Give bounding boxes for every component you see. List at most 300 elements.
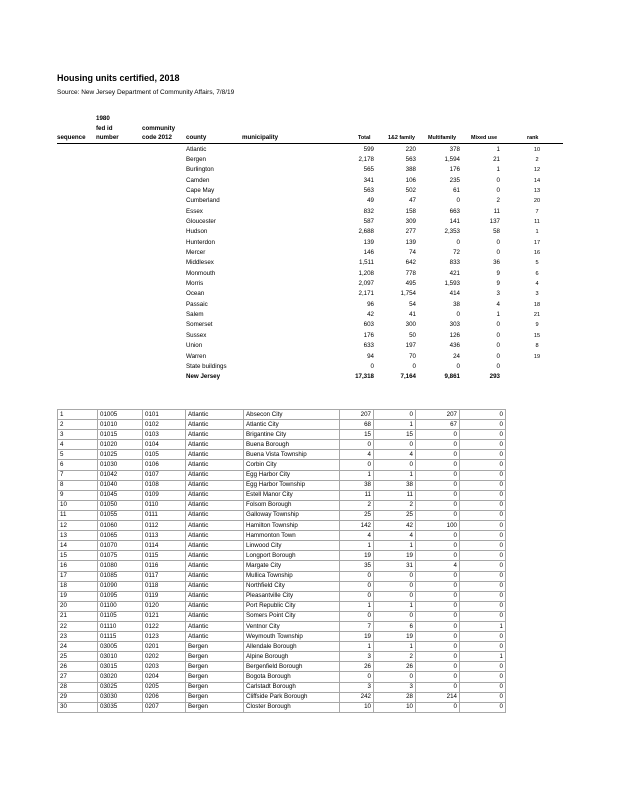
table-row (58, 450, 506, 460)
cell-sequence: 10 (58, 500, 98, 510)
cell-multifamily: 0 (416, 652, 460, 662)
cell-municipality: Atlantic City (244, 420, 340, 430)
cell-total: 19 (340, 551, 374, 561)
county-name: Somerset (186, 321, 213, 329)
cell-sequence: 27 (58, 672, 98, 682)
county-row (0, 195, 618, 205)
cell-municipality: Hamilton Township (244, 521, 340, 531)
cell-county: Atlantic (186, 460, 244, 470)
cell-fed-id: 01105 (98, 611, 143, 621)
cell-multifamily: 0 (416, 601, 460, 611)
cell-municipality: Buena Borough (244, 440, 340, 450)
county-multifamily: 1,594 (444, 155, 460, 163)
cell-fed-id: 01070 (98, 541, 143, 551)
county-total: 49 (367, 197, 374, 205)
cell-fed-id: 01025 (98, 450, 143, 460)
cell-county: Bergen (186, 682, 244, 692)
cell-one-two-family: 1 (374, 642, 416, 652)
cell-multifamily: 0 (416, 541, 460, 551)
county-mixed-use: 1 (496, 311, 500, 319)
table-row (58, 510, 506, 520)
cell-fed-id: 03030 (98, 692, 143, 702)
county-row (0, 288, 618, 298)
cell-sequence: 8 (58, 480, 98, 490)
cell-community-code: 0113 (143, 531, 186, 541)
county-multifamily: 0 (456, 362, 460, 370)
cell-county: Atlantic (186, 470, 244, 480)
cell-mixed-use: 0 (460, 450, 506, 460)
cell-sequence: 4 (58, 440, 98, 450)
cell-community-code: 0119 (143, 591, 186, 601)
cell-one-two-family: 0 (374, 571, 416, 581)
cell-community-code: 0109 (143, 490, 186, 500)
cell-total: 0 (340, 571, 374, 581)
table-row (58, 642, 506, 652)
table-row (58, 480, 506, 490)
county-row (0, 175, 618, 185)
cell-mixed-use: 0 (460, 531, 506, 541)
cell-municipality: Brigantine City (244, 430, 340, 440)
cell-total: 35 (340, 561, 374, 571)
cell-county: Atlantic (186, 632, 244, 642)
cell-multifamily: 0 (416, 642, 460, 652)
cell-multifamily: 0 (416, 510, 460, 520)
county-one-two-family: 54 (409, 300, 416, 308)
county-one-two-family: 309 (405, 217, 416, 225)
county-mixed-use: 11 (493, 207, 500, 215)
cell-community-code: 0205 (143, 682, 186, 692)
cell-county: Atlantic (186, 531, 244, 541)
county-row (0, 278, 618, 288)
county-rank: 14 (533, 177, 541, 184)
county-one-two-family: 220 (405, 145, 416, 153)
county-mixed-use: 0 (496, 362, 500, 370)
county-total: 1,208 (358, 269, 374, 277)
cell-sequence: 9 (58, 490, 98, 500)
cell-multifamily: 0 (416, 500, 460, 510)
cell-municipality: Weymouth Township (244, 632, 340, 642)
cell-mixed-use: 0 (460, 702, 506, 712)
cell-community-code: 0115 (143, 551, 186, 561)
cell-county: Atlantic (186, 551, 244, 561)
cell-county: Atlantic (186, 591, 244, 601)
cell-mixed-use: 0 (460, 521, 506, 531)
county-mixed-use: 9 (496, 269, 500, 277)
cell-total: 2 (340, 500, 374, 510)
county-row (0, 257, 618, 267)
county-name: Passaic (186, 300, 208, 308)
county-total: 1,511 (358, 259, 374, 267)
county-name: Essex (186, 207, 203, 215)
county-name: Middlesex (186, 259, 214, 267)
table-row (58, 662, 506, 672)
county-total: 96 (367, 300, 374, 308)
county-one-two-family: 197 (405, 342, 416, 350)
county-row (0, 309, 618, 319)
county-one-two-family: 300 (405, 321, 416, 329)
cell-mixed-use: 0 (460, 571, 506, 581)
cell-mixed-use: 0 (460, 561, 506, 571)
cell-fed-id: 01100 (98, 601, 143, 611)
county-row (0, 299, 618, 309)
cell-community-code: 0117 (143, 571, 186, 581)
county-name: Burlington (186, 166, 214, 174)
county-one-two-family: 502 (405, 186, 416, 194)
cell-one-two-family: 4 (374, 531, 416, 541)
cell-multifamily: 0 (416, 702, 460, 712)
cell-municipality: Longport Borough (244, 551, 340, 561)
cell-county: Atlantic (186, 621, 244, 631)
cell-multifamily: 0 (416, 551, 460, 561)
cell-total: 207 (340, 410, 374, 420)
county-mixed-use: 4 (496, 300, 500, 308)
county-total: 2,171 (358, 290, 374, 298)
county-rank: 17 (533, 239, 541, 246)
cell-community-code: 0110 (143, 500, 186, 510)
cell-sequence: 7 (58, 470, 98, 480)
county-multifamily: 2,353 (444, 228, 460, 236)
header-rank: rank (527, 135, 539, 141)
cell-sequence: 21 (58, 611, 98, 621)
cell-mixed-use: 0 (460, 480, 506, 490)
cell-multifamily: 0 (416, 490, 460, 500)
cell-county: Bergen (186, 692, 244, 702)
county-row (0, 319, 618, 329)
county-multifamily: 414 (449, 290, 460, 298)
county-total: 42 (367, 311, 374, 319)
cell-multifamily: 0 (416, 430, 460, 440)
county-mixed-use: 36 (493, 259, 500, 267)
cell-municipality: Northfield City (244, 581, 340, 591)
cell-one-two-family: 0 (374, 591, 416, 601)
county-rank: 3 (535, 291, 539, 298)
cell-mixed-use: 0 (460, 510, 506, 520)
county-one-two-family: 47 (409, 197, 416, 205)
county-row (0, 330, 618, 340)
table-row (58, 702, 506, 712)
cell-fed-id: 01095 (98, 591, 143, 601)
source-note: Source: New Jersey Department of Community Affairs, 7/8/19 (57, 89, 235, 96)
cell-total: 7 (340, 621, 374, 631)
cell-fed-id: 01005 (98, 410, 143, 420)
cell-municipality: Port Republic City (244, 601, 340, 611)
cell-sequence: 29 (58, 692, 98, 702)
cell-municipality: Folsom Borough (244, 500, 340, 510)
county-name: Cape May (186, 186, 215, 194)
cell-sequence: 14 (58, 541, 98, 551)
county-row (0, 351, 618, 361)
cell-fed-id: 03015 (98, 662, 143, 672)
county-total: 146 (363, 249, 374, 256)
county-row (0, 268, 618, 278)
table-row (58, 460, 506, 470)
county-total: 0 (370, 362, 374, 370)
cell-one-two-family: 1 (374, 470, 416, 480)
county-mixed-use: 9 (496, 280, 500, 288)
table-row (58, 571, 506, 581)
county-mixed-use: 137 (489, 217, 500, 225)
cell-mixed-use: 0 (460, 692, 506, 702)
county-total: 176 (363, 331, 374, 339)
municipality-table (57, 409, 506, 713)
county-rank: 7 (535, 208, 539, 215)
county-total: 139 (363, 238, 374, 246)
county-multifamily: 176 (449, 166, 460, 174)
county-one-two-family: 139 (405, 238, 416, 246)
cell-county: Atlantic (186, 510, 244, 520)
county-multifamily: 61 (453, 186, 460, 194)
county-name: State buildings (186, 362, 227, 370)
cell-mixed-use: 1 (460, 621, 506, 631)
cell-total: 38 (340, 480, 374, 490)
table-row (58, 611, 506, 621)
county-row (0, 340, 618, 350)
cell-one-two-family: 19 (374, 632, 416, 642)
cell-multifamily: 100 (416, 521, 460, 531)
cell-community-code: 0207 (143, 702, 186, 712)
cell-total: 0 (340, 611, 374, 621)
cell-multifamily: 0 (416, 480, 460, 490)
county-multifamily: 38 (453, 300, 460, 308)
table-row (58, 420, 506, 430)
header-county: county (186, 134, 207, 141)
cell-community-code: 0107 (143, 470, 186, 480)
county-name: Salem (186, 311, 204, 319)
cell-fed-id: 01045 (98, 490, 143, 500)
cell-mixed-use: 0 (460, 601, 506, 611)
table-row (58, 531, 506, 541)
cell-one-two-family: 0 (374, 672, 416, 682)
cell-one-two-family: 6 (374, 621, 416, 631)
cell-total: 0 (340, 440, 374, 450)
county-one-two-family: 106 (405, 176, 416, 184)
cell-total: 15 (340, 430, 374, 440)
cell-multifamily: 0 (416, 440, 460, 450)
cell-sequence: 16 (58, 561, 98, 571)
cell-municipality: Margate City (244, 561, 340, 571)
table-row (58, 672, 506, 682)
county-row (0, 237, 618, 247)
cell-municipality: Alpine Borough (244, 652, 340, 662)
cell-county: Atlantic (186, 571, 244, 581)
cell-one-two-family: 2 (374, 500, 416, 510)
header-sequence: sequence (57, 134, 86, 141)
county-row (0, 185, 618, 195)
county-name: Gloucester (186, 217, 216, 225)
cell-total: 0 (340, 460, 374, 470)
county-one-two-family: 0 (412, 362, 416, 370)
cell-municipality: Corbin City (244, 460, 340, 470)
cell-fed-id: 01050 (98, 500, 143, 510)
cell-municipality: Estell Manor City (244, 490, 340, 500)
county-rank: 2 (535, 156, 539, 163)
cell-sequence: 2 (58, 420, 98, 430)
cell-community-code: 0108 (143, 480, 186, 490)
county-total: 2,688 (358, 228, 374, 236)
table-row (58, 541, 506, 551)
cell-county: Atlantic (186, 521, 244, 531)
county-one-two-family: 495 (405, 280, 416, 288)
cell-sequence: 19 (58, 591, 98, 601)
county-name: Sussex (186, 331, 207, 339)
county-name: Union (186, 342, 203, 350)
county-rank: 15 (533, 332, 541, 339)
cell-community-code: 0105 (143, 450, 186, 460)
table-row (58, 410, 506, 420)
cell-mixed-use: 0 (460, 551, 506, 561)
cell-municipality: Closter Borough (244, 702, 340, 712)
cell-mixed-use: 0 (460, 460, 506, 470)
table-row (58, 561, 506, 571)
state-total-row (0, 371, 618, 381)
county-mixed-use: 0 (496, 342, 500, 350)
cell-municipality: Galloway Township (244, 510, 340, 520)
header-code-line2: code 2012 (142, 134, 172, 141)
cell-one-two-family: 0 (374, 410, 416, 420)
header-multifamily: Multifamily (428, 135, 457, 141)
cell-fed-id: 01115 (98, 632, 143, 642)
cell-municipality: Mullica Township (244, 571, 340, 581)
county-one-two-family: 778 (405, 269, 416, 277)
county-total: 2,097 (358, 280, 374, 288)
cell-municipality: Absecon City (244, 410, 340, 420)
county-total: 563 (363, 186, 374, 194)
cell-county: Atlantic (186, 420, 244, 430)
county-mixed-use: 58 (493, 228, 500, 236)
state-one-two-family: 7,164 (400, 373, 416, 381)
county-mixed-use: 3 (496, 290, 500, 298)
county-multifamily: 1,593 (444, 280, 460, 288)
cell-multifamily: 67 (416, 420, 460, 430)
cell-fed-id: 03020 (98, 672, 143, 682)
cell-total: 10 (340, 702, 374, 712)
cell-fed-id: 01080 (98, 561, 143, 571)
cell-total: 0 (340, 581, 374, 591)
cell-community-code: 0118 (143, 581, 186, 591)
cell-sequence: 22 (58, 621, 98, 631)
cell-one-two-family: 0 (374, 611, 416, 621)
cell-sequence: 25 (58, 652, 98, 662)
county-rank: 9 (535, 322, 539, 329)
cell-community-code: 0201 (143, 642, 186, 652)
county-row (0, 216, 618, 226)
cell-multifamily: 0 (416, 531, 460, 541)
county-name: Morris (186, 280, 204, 288)
cell-county: Atlantic (186, 490, 244, 500)
cell-municipality: Bergenfield Borough (244, 662, 340, 672)
cell-community-code: 0202 (143, 652, 186, 662)
cell-one-two-family: 38 (374, 480, 416, 490)
cell-county: Atlantic (186, 581, 244, 591)
county-rank: 21 (533, 312, 541, 319)
cell-mixed-use: 0 (460, 632, 506, 642)
county-mixed-use: 0 (496, 186, 500, 194)
county-one-two-family: 563 (405, 155, 416, 163)
cell-total: 242 (340, 692, 374, 702)
table-row (58, 621, 506, 631)
cell-sequence: 11 (58, 510, 98, 520)
county-multifamily: 421 (449, 269, 460, 277)
cell-fed-id: 03005 (98, 642, 143, 652)
cell-sequence: 23 (58, 632, 98, 642)
county-one-two-family: 277 (405, 228, 416, 236)
county-one-two-family: 74 (409, 249, 416, 256)
cell-municipality: Carlstadt Borough (244, 682, 340, 692)
cell-sequence: 5 (58, 450, 98, 460)
county-row (0, 206, 618, 216)
cell-county: Atlantic (186, 410, 244, 420)
cell-total: 1 (340, 642, 374, 652)
cell-fed-id: 03025 (98, 682, 143, 692)
county-multifamily: 833 (449, 259, 460, 267)
state-total: 17,318 (355, 373, 374, 381)
cell-mixed-use: 0 (460, 430, 506, 440)
county-rank: 1 (535, 229, 539, 236)
county-rank: 8 (535, 343, 539, 350)
table-row (58, 551, 506, 561)
cell-municipality: Allendale Borough (244, 642, 340, 652)
cell-county: Atlantic (186, 430, 244, 440)
table-row (58, 692, 506, 702)
cell-one-two-family: 1 (374, 601, 416, 611)
cell-fed-id: 01042 (98, 470, 143, 480)
table-row (58, 591, 506, 601)
cell-sequence: 28 (58, 682, 98, 692)
cell-multifamily: 0 (416, 662, 460, 672)
county-multifamily: 141 (449, 217, 460, 225)
cell-mixed-use: 0 (460, 672, 506, 682)
cell-fed-id: 01065 (98, 531, 143, 541)
cell-one-two-family: 0 (374, 581, 416, 591)
cell-municipality: Linwood City (244, 541, 340, 551)
cell-multifamily: 207 (416, 410, 460, 420)
state-name: New Jersey (186, 373, 221, 381)
cell-municipality: Pleasantville City (244, 591, 340, 601)
header-code-line1: community (142, 125, 176, 132)
cell-multifamily: 0 (416, 470, 460, 480)
county-total: 587 (363, 217, 374, 225)
cell-total: 25 (340, 510, 374, 520)
cell-total: 3 (340, 682, 374, 692)
cell-multifamily: 0 (416, 682, 460, 692)
document-title: Housing units certified, 2018 (57, 73, 180, 83)
table-row (58, 652, 506, 662)
county-row (0, 226, 618, 236)
table-row (58, 470, 506, 480)
cell-multifamily: 0 (416, 460, 460, 470)
county-multifamily: 126 (449, 331, 460, 339)
cell-one-two-family: 25 (374, 510, 416, 520)
cell-mixed-use: 0 (460, 490, 506, 500)
cell-total: 142 (340, 521, 374, 531)
cell-community-code: 0123 (143, 632, 186, 642)
cell-sequence: 24 (58, 642, 98, 652)
cell-multifamily: 214 (416, 692, 460, 702)
table-row (58, 632, 506, 642)
cell-county: Atlantic (186, 500, 244, 510)
cell-community-code: 0104 (143, 440, 186, 450)
county-multifamily: 663 (449, 207, 460, 215)
county-rank: 6 (535, 270, 539, 277)
county-name: Hudson (186, 228, 208, 236)
cell-county: Atlantic (186, 611, 244, 621)
county-name: Mercer (186, 249, 206, 256)
cell-community-code: 0121 (143, 611, 186, 621)
county-rank: 12 (533, 167, 541, 174)
cell-multifamily: 0 (416, 450, 460, 460)
cell-mixed-use: 1 (460, 652, 506, 662)
cell-multifamily: 0 (416, 591, 460, 601)
